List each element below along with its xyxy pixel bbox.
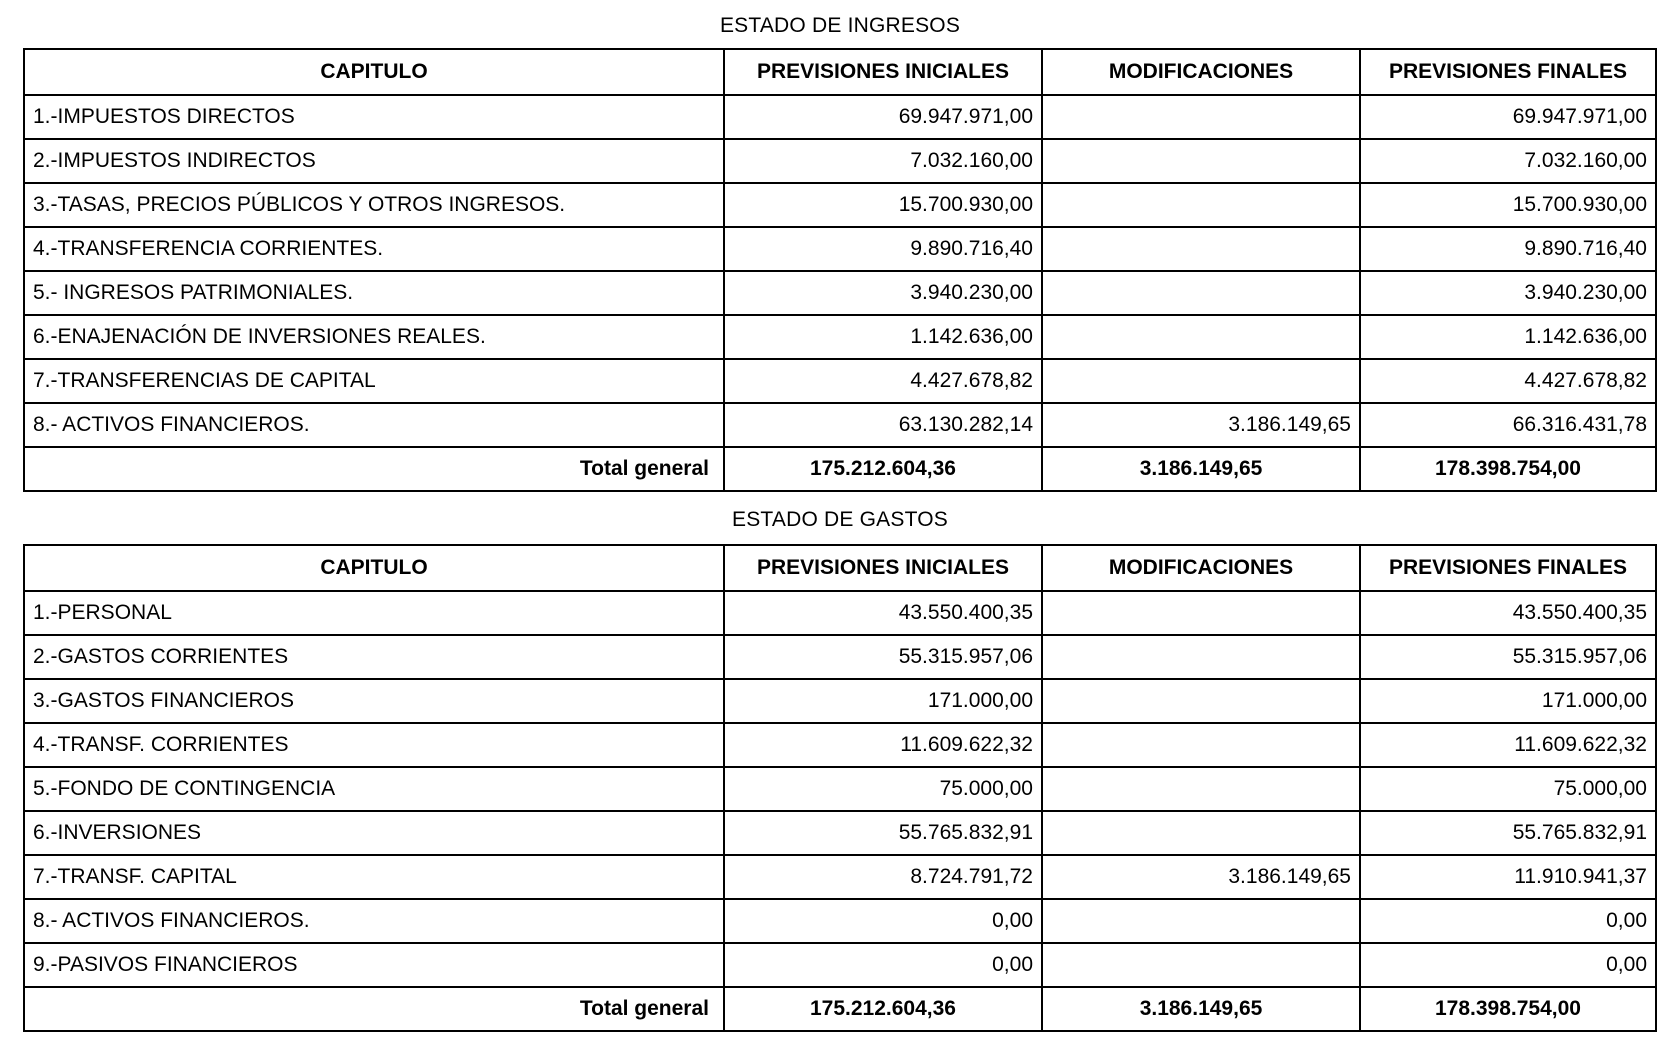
cell-iniciales: 4.427.678,82 xyxy=(724,359,1042,403)
cell-finales: 1.142.636,00 xyxy=(1360,315,1656,359)
ingresos-table xyxy=(23,48,1657,492)
cell-modificaciones xyxy=(1042,183,1360,227)
cell-capitulo: 2.-IMPUESTOS INDIRECTOS xyxy=(24,139,724,183)
total-finales: 178.398.754,00 xyxy=(1360,447,1656,491)
cell-finales: 0,00 xyxy=(1360,943,1656,987)
cell-finales: 11.609.622,32 xyxy=(1360,723,1656,767)
cell-finales: 66.316.431,78 xyxy=(1360,403,1656,447)
cell-modificaciones xyxy=(1042,943,1360,987)
cell-iniciales: 8.724.791,72 xyxy=(724,855,1042,899)
table-row xyxy=(24,271,1656,315)
cell-finales: 55.315.957,06 xyxy=(1360,635,1656,679)
column-header-previsiones-finales: PREVISIONES FINALES xyxy=(1360,49,1656,95)
total-row xyxy=(24,447,1656,491)
column-header-modificaciones: MODIFICACIONES xyxy=(1042,545,1360,591)
cell-iniciales: 75.000,00 xyxy=(724,767,1042,811)
column-header-previsiones-finales: PREVISIONES FINALES xyxy=(1360,545,1656,591)
cell-modificaciones xyxy=(1042,227,1360,271)
cell-capitulo: 1.-PERSONAL xyxy=(24,591,724,635)
cell-finales: 15.700.930,00 xyxy=(1360,183,1656,227)
cell-modificaciones xyxy=(1042,139,1360,183)
cell-modificaciones xyxy=(1042,591,1360,635)
cell-iniciales: 11.609.622,32 xyxy=(724,723,1042,767)
table-row xyxy=(24,811,1656,855)
cell-modificaciones xyxy=(1042,899,1360,943)
table-row xyxy=(24,635,1656,679)
cell-modificaciones xyxy=(1042,679,1360,723)
gastos-table xyxy=(23,544,1657,1032)
cell-capitulo: 8.- ACTIVOS FINANCIEROS. xyxy=(24,403,724,447)
cell-iniciales: 55.765.832,91 xyxy=(724,811,1042,855)
cell-capitulo: 4.-TRANSFERENCIA CORRIENTES. xyxy=(24,227,724,271)
cell-iniciales: 7.032.160,00 xyxy=(724,139,1042,183)
total-finales: 178.398.754,00 xyxy=(1360,987,1656,1031)
column-header-previsiones-iniciales: PREVISIONES INICIALES xyxy=(724,545,1042,591)
cell-iniciales: 3.940.230,00 xyxy=(724,271,1042,315)
cell-modificaciones xyxy=(1042,635,1360,679)
cell-capitulo: 9.-PASIVOS FINANCIEROS xyxy=(24,943,724,987)
cell-finales: 55.765.832,91 xyxy=(1360,811,1656,855)
total-label: Total general xyxy=(24,987,724,1031)
cell-modificaciones xyxy=(1042,271,1360,315)
cell-finales: 9.890.716,40 xyxy=(1360,227,1656,271)
column-header-capitulo: CAPITULO xyxy=(24,545,724,591)
table-row xyxy=(24,943,1656,987)
table-row xyxy=(24,359,1656,403)
cell-modificaciones xyxy=(1042,723,1360,767)
cell-capitulo: 7.-TRANSFERENCIAS DE CAPITAL xyxy=(24,359,724,403)
cell-modificaciones: 3.186.149,65 xyxy=(1042,855,1360,899)
cell-finales: 75.000,00 xyxy=(1360,767,1656,811)
table-row xyxy=(24,723,1656,767)
table-row xyxy=(24,855,1656,899)
ingresos-title: ESTADO DE INGRESOS xyxy=(719,14,961,37)
table-row xyxy=(24,899,1656,943)
cell-capitulo: 2.-GASTOS CORRIENTES xyxy=(24,635,724,679)
cell-finales: 3.940.230,00 xyxy=(1360,271,1656,315)
table-row xyxy=(24,591,1656,635)
table-row xyxy=(24,95,1656,139)
total-iniciales: 175.212.604,36 xyxy=(724,987,1042,1031)
table-row xyxy=(24,183,1656,227)
gastos-title: ESTADO DE GASTOS xyxy=(732,508,948,531)
table-row xyxy=(24,679,1656,723)
cell-modificaciones: 3.186.149,65 xyxy=(1042,403,1360,447)
cell-iniciales: 43.550.400,35 xyxy=(724,591,1042,635)
cell-finales: 69.947.971,00 xyxy=(1360,95,1656,139)
cell-iniciales: 9.890.716,40 xyxy=(724,227,1042,271)
cell-finales: 11.910.941,37 xyxy=(1360,855,1656,899)
cell-modificaciones xyxy=(1042,811,1360,855)
total-label: Total general xyxy=(24,447,724,491)
cell-finales: 43.550.400,35 xyxy=(1360,591,1656,635)
column-header-capitulo: CAPITULO xyxy=(24,49,724,95)
cell-capitulo: 7.-TRANSF. CAPITAL xyxy=(24,855,724,899)
total-modificaciones: 3.186.149,65 xyxy=(1042,987,1360,1031)
cell-modificaciones xyxy=(1042,315,1360,359)
cell-iniciales: 15.700.930,00 xyxy=(724,183,1042,227)
cell-capitulo: 5.- INGRESOS PATRIMONIALES. xyxy=(24,271,724,315)
cell-capitulo: 8.- ACTIVOS FINANCIEROS. xyxy=(24,899,724,943)
cell-finales: 0,00 xyxy=(1360,899,1656,943)
total-modificaciones: 3.186.149,65 xyxy=(1042,447,1360,491)
cell-finales: 4.427.678,82 xyxy=(1360,359,1656,403)
table-header-row xyxy=(24,49,1656,95)
cell-iniciales: 55.315.957,06 xyxy=(724,635,1042,679)
cell-iniciales: 0,00 xyxy=(724,899,1042,943)
cell-modificaciones xyxy=(1042,359,1360,403)
table-row xyxy=(24,767,1656,811)
cell-iniciales: 1.142.636,00 xyxy=(724,315,1042,359)
cell-iniciales: 0,00 xyxy=(724,943,1042,987)
table-row xyxy=(24,403,1656,447)
cell-capitulo: 3.-GASTOS FINANCIEROS xyxy=(24,679,724,723)
table-row xyxy=(24,315,1656,359)
cell-capitulo: 6.-ENAJENACIÓN DE INVERSIONES REALES. xyxy=(24,315,724,359)
cell-finales: 7.032.160,00 xyxy=(1360,139,1656,183)
column-header-previsiones-iniciales: PREVISIONES INICIALES xyxy=(724,49,1042,95)
cell-modificaciones xyxy=(1042,767,1360,811)
cell-capitulo: 5.-FONDO DE CONTINGENCIA xyxy=(24,767,724,811)
cell-capitulo: 1.-IMPUESTOS DIRECTOS xyxy=(24,95,724,139)
cell-iniciales: 69.947.971,00 xyxy=(724,95,1042,139)
cell-iniciales: 171.000,00 xyxy=(724,679,1042,723)
cell-iniciales: 63.130.282,14 xyxy=(724,403,1042,447)
total-row xyxy=(24,987,1656,1031)
cell-modificaciones xyxy=(1042,95,1360,139)
column-header-modificaciones: MODIFICACIONES xyxy=(1042,49,1360,95)
table-row xyxy=(24,139,1656,183)
cell-finales: 171.000,00 xyxy=(1360,679,1656,723)
cell-capitulo: 4.-TRANSF. CORRIENTES xyxy=(24,723,724,767)
table-row xyxy=(24,227,1656,271)
total-iniciales: 175.212.604,36 xyxy=(724,447,1042,491)
cell-capitulo: 6.-INVERSIONES xyxy=(24,811,724,855)
cell-capitulo: 3.-TASAS, PRECIOS PÚBLICOS Y OTROS INGRESOS. xyxy=(24,183,724,227)
table-header-row xyxy=(24,545,1656,591)
